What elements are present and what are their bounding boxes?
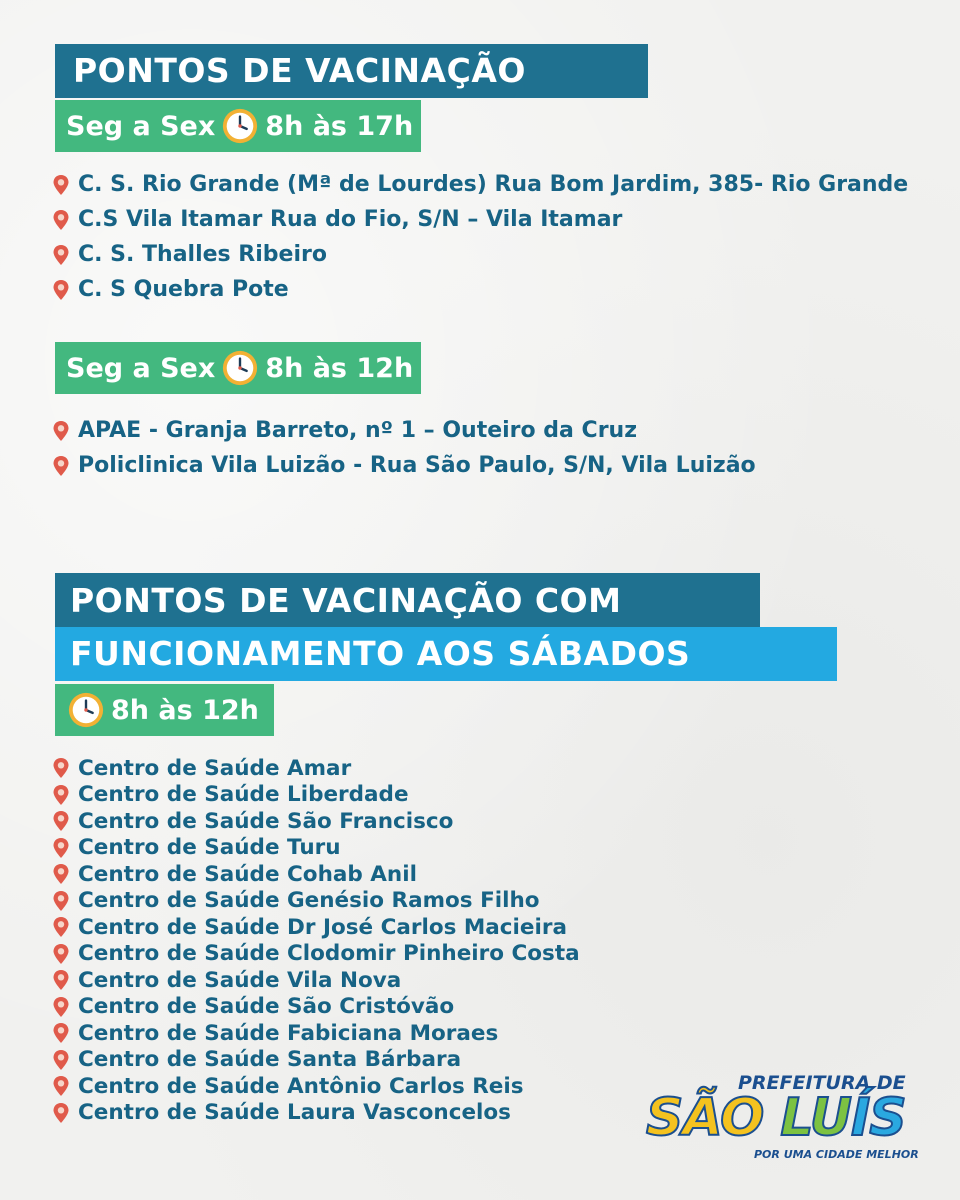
list-item (52, 914, 580, 941)
logo-main-part1: SÃO (646, 1088, 764, 1148)
list-item-text: Centro de Saúde Vila Nova (78, 967, 402, 993)
location-pin-icon (52, 209, 70, 231)
location-pin-icon (52, 1022, 70, 1044)
logo-top-text: PREFEITURA DE (738, 1072, 906, 1094)
list-item (52, 861, 580, 888)
list-item-text: C. S. Rio Grande (Mª de Lourdes) Rua Bom Jardim, 385- Rio Grande (78, 172, 909, 197)
prefeitura-logo (646, 1072, 928, 1164)
location-pin-icon (52, 1075, 70, 1097)
list-item (52, 413, 756, 448)
list-item (52, 994, 580, 1021)
logo-main-text (646, 1090, 906, 1146)
list-item-text: C.S Vila Itamar Rua do Fio, S/N – Vila Itamar (78, 207, 623, 232)
list-item (52, 167, 908, 202)
location-pin-icon (52, 996, 70, 1018)
location-pin-icon (52, 420, 70, 442)
list-item-text: Centro de Saúde Antônio Carlos Reis (78, 1073, 524, 1099)
section2-title-line2 (55, 627, 837, 681)
list-item (52, 941, 580, 968)
list-item-text: Centro de Saúde Genésio Ramos Filho (78, 888, 540, 914)
list-item (52, 202, 908, 237)
section2-title-line1 (55, 573, 760, 627)
group2-days: Seg a Sex (66, 352, 216, 384)
list-item (52, 835, 580, 862)
list-item-text: APAE - Granja Barreto, nº 1 – Outeiro da Cruz (78, 418, 638, 443)
saturday-list (52, 755, 580, 1126)
list-item-text: Centro de Saúde Laura Vasconcelos (78, 1100, 511, 1126)
list-item-text: Policlinica Vila Luizão - Rua São Paulo, S/N, Vila Luizão (78, 453, 756, 478)
section2-title-line1-text: PONTOS DE VACINAÇÃO COM (70, 581, 622, 620)
location-pin-icon (52, 455, 70, 477)
list-item-text: Centro de Saúde Amar (78, 755, 352, 781)
list-item (52, 888, 580, 915)
list-item-text: Centro de Saúde Clodomir Pinheiro Costa (78, 941, 580, 967)
group2-list (52, 413, 756, 483)
list-item-text: Centro de Saúde São Francisco (78, 808, 454, 834)
list-item-text: Centro de Saúde Fabiciana Moraes (78, 1020, 499, 1046)
location-pin-icon (52, 757, 70, 779)
list-item-text: Centro de Saúde Cohab Anil (78, 861, 417, 887)
logo-main-part2: LU (780, 1088, 851, 1148)
list-item (52, 1100, 580, 1127)
list-item (52, 448, 756, 483)
list-item-text: Centro de Saúde Turu (78, 835, 341, 861)
location-pin-icon (52, 890, 70, 912)
group2-time-bar (55, 342, 421, 394)
group1-list (52, 167, 908, 307)
list-item (52, 808, 580, 835)
saturday-time-bar (55, 684, 274, 736)
list-item-text: Centro de Saúde Santa Bárbara (78, 1047, 462, 1073)
list-item (52, 755, 580, 782)
list-item-text: Centro de Saúde Dr José Carlos Macieira (78, 914, 567, 940)
clock-icon (67, 691, 105, 729)
logo-tagline: POR UMA CIDADE MELHOR (754, 1148, 919, 1161)
clock-icon (221, 107, 259, 145)
list-item (52, 967, 580, 994)
list-item-text: C. S Quebra Pote (78, 277, 289, 302)
list-item-text: C. S. Thalles Ribeiro (78, 242, 327, 267)
location-pin-icon (52, 784, 70, 806)
section2-title-line2-text: FUNCIONAMENTO AOS SÁBADOS (70, 634, 691, 673)
location-pin-icon (52, 244, 70, 266)
location-pin-icon (52, 174, 70, 196)
location-pin-icon (52, 1102, 70, 1124)
saturday-hours: 8h às 12h (111, 694, 259, 726)
location-pin-icon (52, 837, 70, 859)
section1-title (55, 44, 648, 98)
group1-days: Seg a Sex (66, 110, 216, 142)
location-pin-icon (52, 810, 70, 832)
group2-hours: 8h às 12h (265, 352, 414, 384)
list-item-text: Centro de Saúde São Cristóvão (78, 994, 455, 1020)
list-item-text: Centro de Saúde Liberdade (78, 782, 409, 808)
location-pin-icon (52, 943, 70, 965)
list-item (52, 1020, 580, 1047)
location-pin-icon (52, 969, 70, 991)
group1-time-bar (55, 100, 421, 152)
location-pin-icon (52, 279, 70, 301)
location-pin-icon (52, 916, 70, 938)
clock-icon (221, 349, 259, 387)
list-item (52, 1073, 580, 1100)
list-item (52, 782, 580, 809)
location-pin-icon (52, 863, 70, 885)
list-item (52, 237, 908, 272)
logo-main-part3: ÍS (850, 1088, 906, 1148)
section1-title-text: PONTOS DE VACINAÇÃO (73, 51, 526, 90)
group1-hours: 8h às 17h (265, 110, 414, 142)
list-item (52, 272, 908, 307)
location-pin-icon (52, 1049, 70, 1071)
list-item (52, 1047, 580, 1074)
